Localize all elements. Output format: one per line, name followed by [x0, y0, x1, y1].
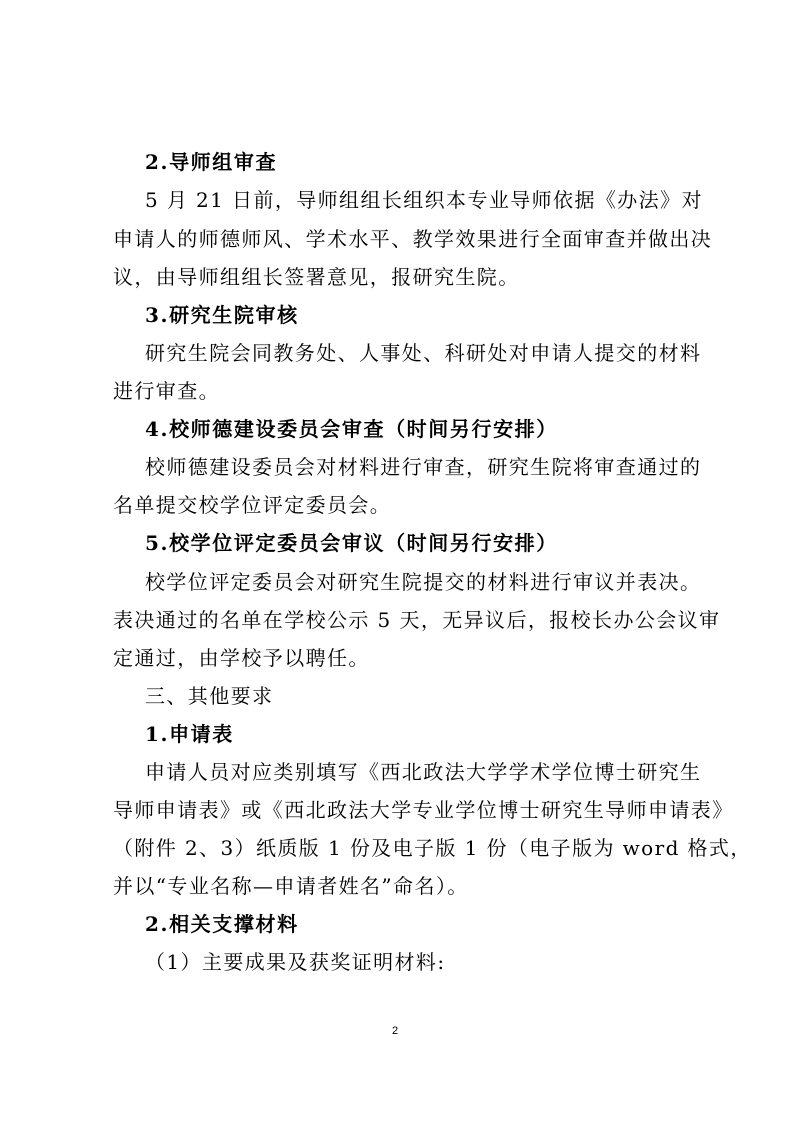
heading-graduate-school-review: 3.研究生院审核: [145, 303, 299, 327]
section-title-other-requirements: 三、其他要求: [145, 684, 274, 708]
paragraph-line: 进行审查。: [113, 379, 220, 403]
paragraph-line: （1）主要成果及获奖证明材料:: [145, 950, 446, 974]
paragraph-line: 校学位评定委员会对研究生院提交的材料进行审议并表决。: [145, 570, 702, 594]
heading-supporting-materials: 2.相关支撑材料: [145, 912, 299, 936]
paragraph-line: （附件 2、3）纸质版 1 份及电子版 1 份（电子版为 word 格式，: [113, 836, 752, 860]
heading-application-form: 1.申请表: [145, 722, 234, 746]
paragraph-line: 并以“专业名称—申请者姓名”命名）。: [113, 874, 469, 898]
paragraph-line: 定通过，由学校予以聘任。: [113, 646, 370, 670]
page-number: 2: [392, 1025, 399, 1037]
paragraph-line: 研究生院会同教务处、人事处、科研处对申请人提交的材料: [145, 341, 702, 365]
paragraph-line: 议，由导师组组长签署意见，报研究生院。: [113, 265, 520, 289]
paragraph-line: 校师德建设委员会对材料进行审查，研究生院将审查通过的: [145, 455, 702, 479]
paragraph-line: 名单提交校学位评定委员会。: [113, 493, 392, 517]
heading-advisor-group-review: 2.导师组审查: [145, 150, 278, 174]
paragraph-line: 5 月 21 日前，导师组组长组织本专业导师依据《办法》对: [145, 188, 703, 212]
paragraph-line: 申请人的师德师风、学术水平、教学效果进行全面审查并做出决: [113, 227, 713, 251]
paragraph-line: 导师申请表》或《西北政法大学专业学位博士研究生导师申请表》: [113, 798, 734, 822]
heading-degree-committee-deliberation: 5.校学位评定委员会审议（时间另行安排）: [145, 531, 558, 555]
heading-ethics-committee-review: 4.校师德建设委员会审查（时间另行安排）: [145, 417, 558, 441]
paragraph-line: 表决通过的名单在学校公示 5 天，无异议后，报校长办公会议审: [113, 608, 721, 632]
paragraph-line: 申请人员对应类别填写《西北政法大学学术学位博士研究生: [145, 760, 702, 784]
